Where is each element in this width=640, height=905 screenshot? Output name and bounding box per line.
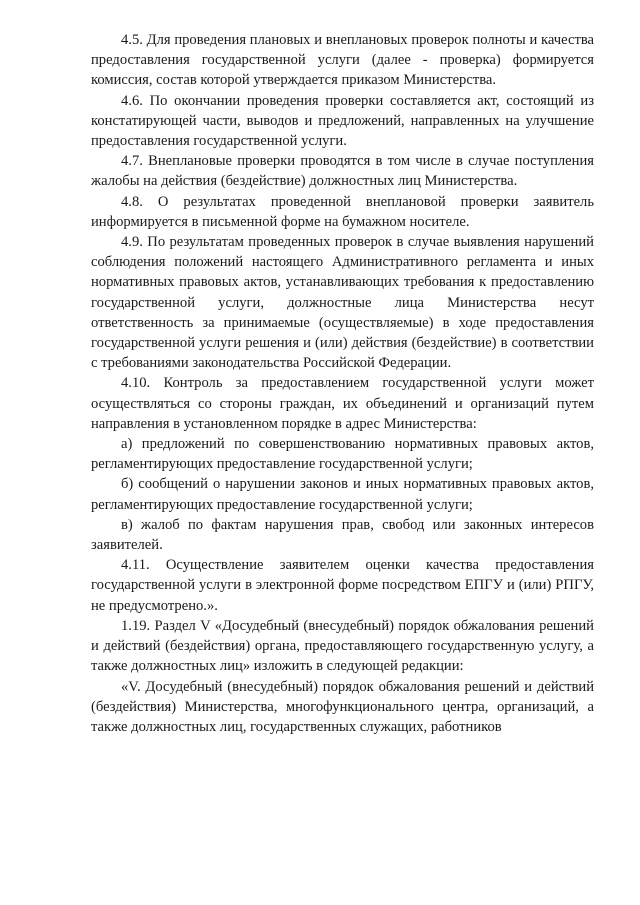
paragraph-4-10: 4.10. Контроль за предоставлением государственной услуги может осуществляться со стороны граждан, их объединений и организаций путем направления в установленном порядке в адрес Министерства:	[91, 375, 594, 432]
paragraph-4-10-c: в) жалоб по фактам нарушения прав, свобод или законных интересов заявителей.	[91, 516, 594, 554]
document-body	[91, 30, 594, 737]
paragraph-4-5: 4.5. Для проведения плановых и внеплановых проверок полноты и качества предоставления государственной услуги (далее - проверка) формируется комиссия, состав которой утверждается приказом Министерства.	[91, 32, 594, 89]
paragraph-4-11: 4.11. Осуществление заявителем оценки качества предоставления государственной услуги в электронной форме посредством ЕПГУ и (или) РПГУ, не предусмотрено.».	[91, 557, 594, 614]
paragraph-4-9: 4.9. По результатам проведенных проверок в случае выявления нарушений соблюдения положений настоящего Административного регламента и иных нормативных правовых актов, устанавливающих требования к предоставлению государственной услуги, должностные лица Министерства несут ответственность за принимаемые (осуществляемые) в ходе предоставления государственной услуги решения и (или) действия (бездействие) в соответствии с требованиями законодательства Российской Федерации.	[91, 234, 594, 372]
paragraph-section-v: «V. Досудебный (внесудебный) порядок обжалования решений и действий (бездействия) Министерства, многофункционального центра, организаций, а также должностных лиц, государственных служащих, работников	[91, 678, 594, 735]
paragraph-4-7: 4.7. Внеплановые проверки проводятся в том числе в случае поступления жалобы на действия (бездействие) должностных лиц Министерства.	[91, 153, 594, 190]
paragraph-1-19: 1.19. Раздел V «Досудебный (внесудебный) порядок обжалования решений и действий (бездействия) органа, предоставляющего государственную услугу, а также должностных лиц» изложить в следующей редакции:	[91, 617, 594, 675]
paragraph-4-6: 4.6. По окончании проведения проверки составляется акт, состоящий из констатирующей части, выводов и предложений, направленных на улучшение предоставления государственной услуги.	[91, 92, 594, 150]
paragraph-4-10-a: а) предложений по совершенствованию нормативных правовых актов, регламентирующих предоставление государственной услуги;	[91, 436, 594, 473]
paragraph-4-10-b: б) сообщений о нарушении законов и иных нормативных правовых актов, регламентирующих предоставление государственной услуги;	[91, 476, 594, 513]
paragraph-4-8: 4.8. О результатах проведенной внеплановой проверки заявитель информируется в письменной форме на бумажном носителе.	[91, 193, 594, 230]
